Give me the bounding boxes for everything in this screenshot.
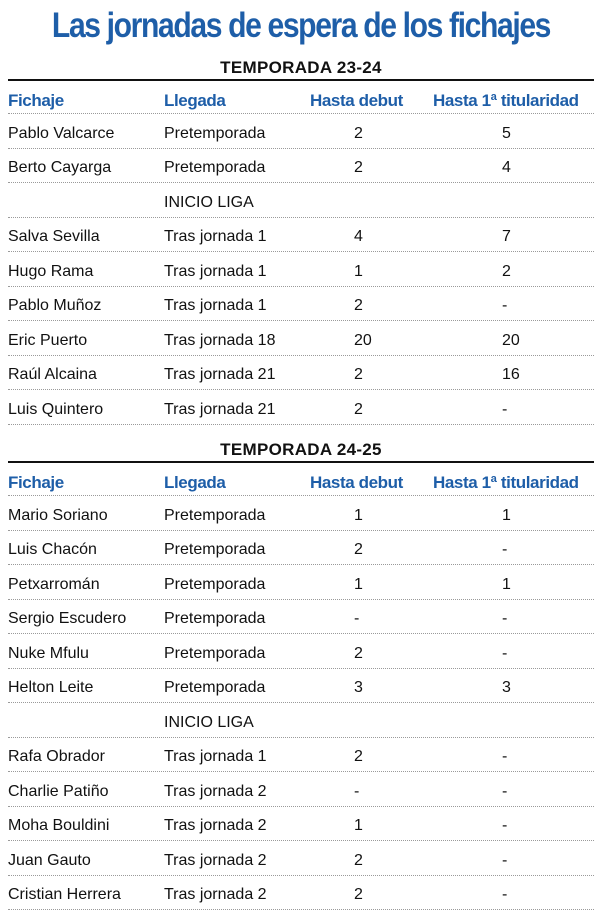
table-row <box>8 600 594 635</box>
player-name: Moha Bouldini <box>8 817 110 835</box>
debut-cell: 2 <box>354 748 363 766</box>
arrival-cell: Pretemporada <box>164 124 266 142</box>
debut-cell: 3 <box>354 679 363 697</box>
arrival-cell: Tras jornada 18 <box>164 331 276 349</box>
table-row <box>8 807 594 842</box>
section-divider-row <box>8 183 594 218</box>
player-name: Eric Puerto <box>8 331 88 349</box>
table-row <box>8 390 594 425</box>
player-name: Rafa Obrador <box>8 748 105 766</box>
debut-cell: 4 <box>354 228 363 246</box>
player-name: Luis Chacón <box>8 541 97 559</box>
arrival-cell: Pretemporada <box>164 610 266 628</box>
starter-cell: 5 <box>502 124 511 142</box>
section-divider-row <box>8 703 594 738</box>
main-title: Las jornadas de espera de los fichajes <box>51 6 551 45</box>
table-row <box>8 772 594 807</box>
table-header <box>8 81 594 114</box>
arrival-cell: Tras jornada 1 <box>164 748 267 766</box>
arrival-cell: Tras jornada 1 <box>164 262 267 280</box>
debut-cell: 2 <box>354 124 363 142</box>
player-name: Petxarromán <box>8 575 100 593</box>
table-row <box>8 876 594 911</box>
debut-cell: 1 <box>354 817 363 835</box>
header-llegada: Llegada <box>164 91 226 110</box>
starter-cell: 20 <box>502 331 520 349</box>
player-name: Sergio Escudero <box>8 610 127 628</box>
starter-cell: - <box>502 851 508 869</box>
starter-cell: - <box>502 886 508 904</box>
debut-cell: 2 <box>354 400 363 418</box>
table-row <box>8 321 594 356</box>
player-name: Raúl Alcaina <box>8 366 97 384</box>
season-title: TEMPORADA 23-24 <box>8 57 594 81</box>
player-name: Mario Soriano <box>8 506 108 524</box>
debut-cell: 1 <box>354 575 363 593</box>
starter-cell: - <box>502 541 508 559</box>
arrival-cell: Pretemporada <box>164 644 266 662</box>
arrival-cell: Tras jornada 2 <box>164 782 267 800</box>
arrival-cell: Pretemporada <box>164 679 266 697</box>
starter-cell: - <box>502 400 508 418</box>
arrival-cell: Tras jornada 21 <box>164 400 276 418</box>
player-name: Hugo Rama <box>8 262 94 280</box>
table-row <box>8 356 594 391</box>
table-row <box>8 149 594 184</box>
starter-cell: 1 <box>502 506 511 524</box>
debut-cell: - <box>354 610 360 628</box>
header-debut: Hasta debut <box>310 473 403 492</box>
starter-cell: 7 <box>502 228 511 246</box>
starter-cell: - <box>502 644 508 662</box>
player-name: Helton Leite <box>8 679 94 697</box>
debut-cell: 2 <box>354 886 363 904</box>
table-row <box>8 218 594 253</box>
debut-cell: 2 <box>354 159 363 177</box>
season-table-24-25 <box>8 439 594 910</box>
arrival-cell: Tras jornada 2 <box>164 817 267 835</box>
starter-cell: - <box>502 610 508 628</box>
starter-cell: - <box>502 782 508 800</box>
arrival-cell: Tras jornada 2 <box>164 851 267 869</box>
debut-cell: - <box>354 782 360 800</box>
table-row <box>8 634 594 669</box>
header-fichaje: Fichaje <box>8 91 64 110</box>
header-fichaje: Fichaje <box>8 473 64 492</box>
table-body <box>8 114 594 425</box>
debut-cell: 1 <box>354 506 363 524</box>
header-titularidad: Hasta 1ª titularidad <box>433 91 579 110</box>
header-llegada: Llegada <box>164 473 226 492</box>
table-row <box>8 252 594 287</box>
arrival-cell: Tras jornada 1 <box>164 228 267 246</box>
arrival-cell: INICIO LIGA <box>164 193 254 211</box>
player-name: Cristian Herrera <box>8 886 121 904</box>
header-titularidad: Hasta 1ª titularidad <box>433 473 579 492</box>
player-name: Nuke Mfulu <box>8 644 89 662</box>
player-name: Pablo Valcarce <box>8 124 115 142</box>
starter-cell: 1 <box>502 575 511 593</box>
arrival-cell: Pretemporada <box>164 506 266 524</box>
starter-cell: 16 <box>502 366 520 384</box>
debut-cell: 2 <box>354 297 363 315</box>
starter-cell: - <box>502 817 508 835</box>
season-title: TEMPORADA 24-25 <box>8 439 594 463</box>
player-name: Pablo Muñoz <box>8 297 102 315</box>
arrival-cell: Tras jornada 21 <box>164 366 276 384</box>
debut-cell: 1 <box>354 262 363 280</box>
player-name: Berto Cayarga <box>8 159 112 177</box>
table-row <box>8 287 594 322</box>
season-table-23-24 <box>8 57 594 425</box>
table-row <box>8 114 594 149</box>
starter-cell: - <box>502 748 508 766</box>
arrival-cell: INICIO LIGA <box>164 713 254 731</box>
table-header <box>8 463 594 496</box>
table-body <box>8 496 594 910</box>
starter-cell: - <box>502 297 508 315</box>
starter-cell: 4 <box>502 159 511 177</box>
table-row <box>8 669 594 704</box>
debut-cell: 2 <box>354 541 363 559</box>
arrival-cell: Pretemporada <box>164 159 266 177</box>
player-name: Juan Gauto <box>8 851 91 869</box>
arrival-cell: Tras jornada 1 <box>164 297 267 315</box>
starter-cell: 2 <box>502 262 511 280</box>
debut-cell: 20 <box>354 331 372 349</box>
player-name: Luis Quintero <box>8 400 104 418</box>
table-row <box>8 841 594 876</box>
table-row <box>8 738 594 773</box>
header-debut: Hasta debut <box>310 91 403 110</box>
table-row <box>8 565 594 600</box>
debut-cell: 2 <box>354 851 363 869</box>
arrival-cell: Pretemporada <box>164 541 266 559</box>
arrival-cell: Pretemporada <box>164 575 266 593</box>
player-name: Salva Sevilla <box>8 228 100 246</box>
debut-cell: 2 <box>354 644 363 662</box>
table-row <box>8 531 594 566</box>
table-row <box>8 496 594 531</box>
starter-cell: 3 <box>502 679 511 697</box>
debut-cell: 2 <box>354 366 363 384</box>
player-name: Charlie Patiño <box>8 782 109 800</box>
arrival-cell: Tras jornada 2 <box>164 886 267 904</box>
